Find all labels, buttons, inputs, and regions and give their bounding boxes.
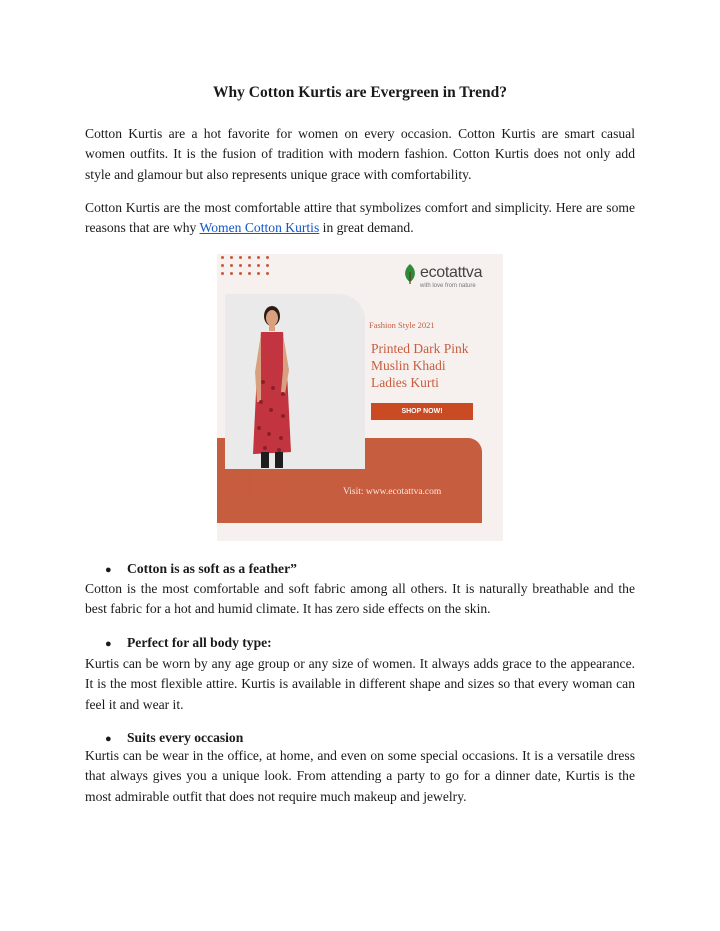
shop-now-button[interactable]: SHOP NOW!: [371, 403, 473, 420]
section-heading-soft: [105, 561, 297, 577]
document-title: Why Cotton Kurtis are Evergreen in Trend?: [213, 84, 507, 101]
section-heading-text: Cotton is as soft as a feather”: [127, 561, 297, 576]
bullet-icon: ●: [105, 733, 112, 745]
section-body-occasion: Kurtis can be wear in the office, at home, and even on some special occasions. It is a versatile dress that always gives you a unique look. From attending a party to go for a dinner date, Kurtis is the most admirable outfit that does not require much makeup and jewelry.: [85, 748, 635, 804]
visit-website-text: Visit: www.ecotattva.com: [343, 487, 442, 497]
model-photo: [239, 302, 301, 470]
bullet-icon: ●: [105, 638, 112, 650]
section-heading-text: Suits every occasion: [127, 730, 244, 745]
logo-wordmark: ecotattva: [420, 264, 483, 281]
product-name-line-3: Ladies Kurti: [371, 375, 439, 390]
reasons-text-after: in great demand.: [319, 220, 414, 236]
product-name-line-1: Printed Dark Pink: [371, 341, 469, 356]
product-name-line-2: Muslin Khadi: [371, 358, 446, 373]
fashion-style-label: Fashion Style 2021: [369, 320, 435, 330]
product-name: [371, 340, 469, 391]
section-body-soft: Cotton is the most comfortable and soft fabric among all others. It is naturally breathable and the best fabric for a hot and humid climate. It has zero side effects on the skin.: [85, 581, 635, 617]
section-heading-text: Perfect for all body type:: [127, 635, 272, 650]
section-heading-body-type: [105, 635, 272, 651]
reasons-text-before: Cotton Kurtis are the most comfortable attire that symbolizes comfort and simplicity. Here are some reasons that are why: [85, 200, 635, 236]
product-banner[interactable]: [217, 254, 503, 541]
section-heading-occasion: [105, 730, 243, 746]
bullet-icon: ●: [105, 564, 112, 576]
ecotattva-logo: [403, 264, 503, 300]
section-body-body-type: Kurtis can be worn by any age group or any size of women. It always adds grace to the appearance. It is the most flexible attire. Kurtis is available in different shape and sizes so that every woman can feel it and wear it.: [85, 656, 635, 712]
leaf-logo-icon: [403, 264, 417, 284]
logo-tagline: with love from nature: [420, 283, 476, 289]
intro-paragraph: Cotton Kurtis are a hot favorite for women on every occasion. Cotton Kurtis are smart casual women outfits. It is the fusion of tradition with modern fashion. Cotton Kurtis does not only add style and glamour but also represents unique grace with comfortability.: [85, 126, 635, 182]
reasons-paragraph: [85, 198, 635, 239]
women-cotton-kurtis-link[interactable]: Women Cotton Kurtis: [199, 220, 320, 236]
